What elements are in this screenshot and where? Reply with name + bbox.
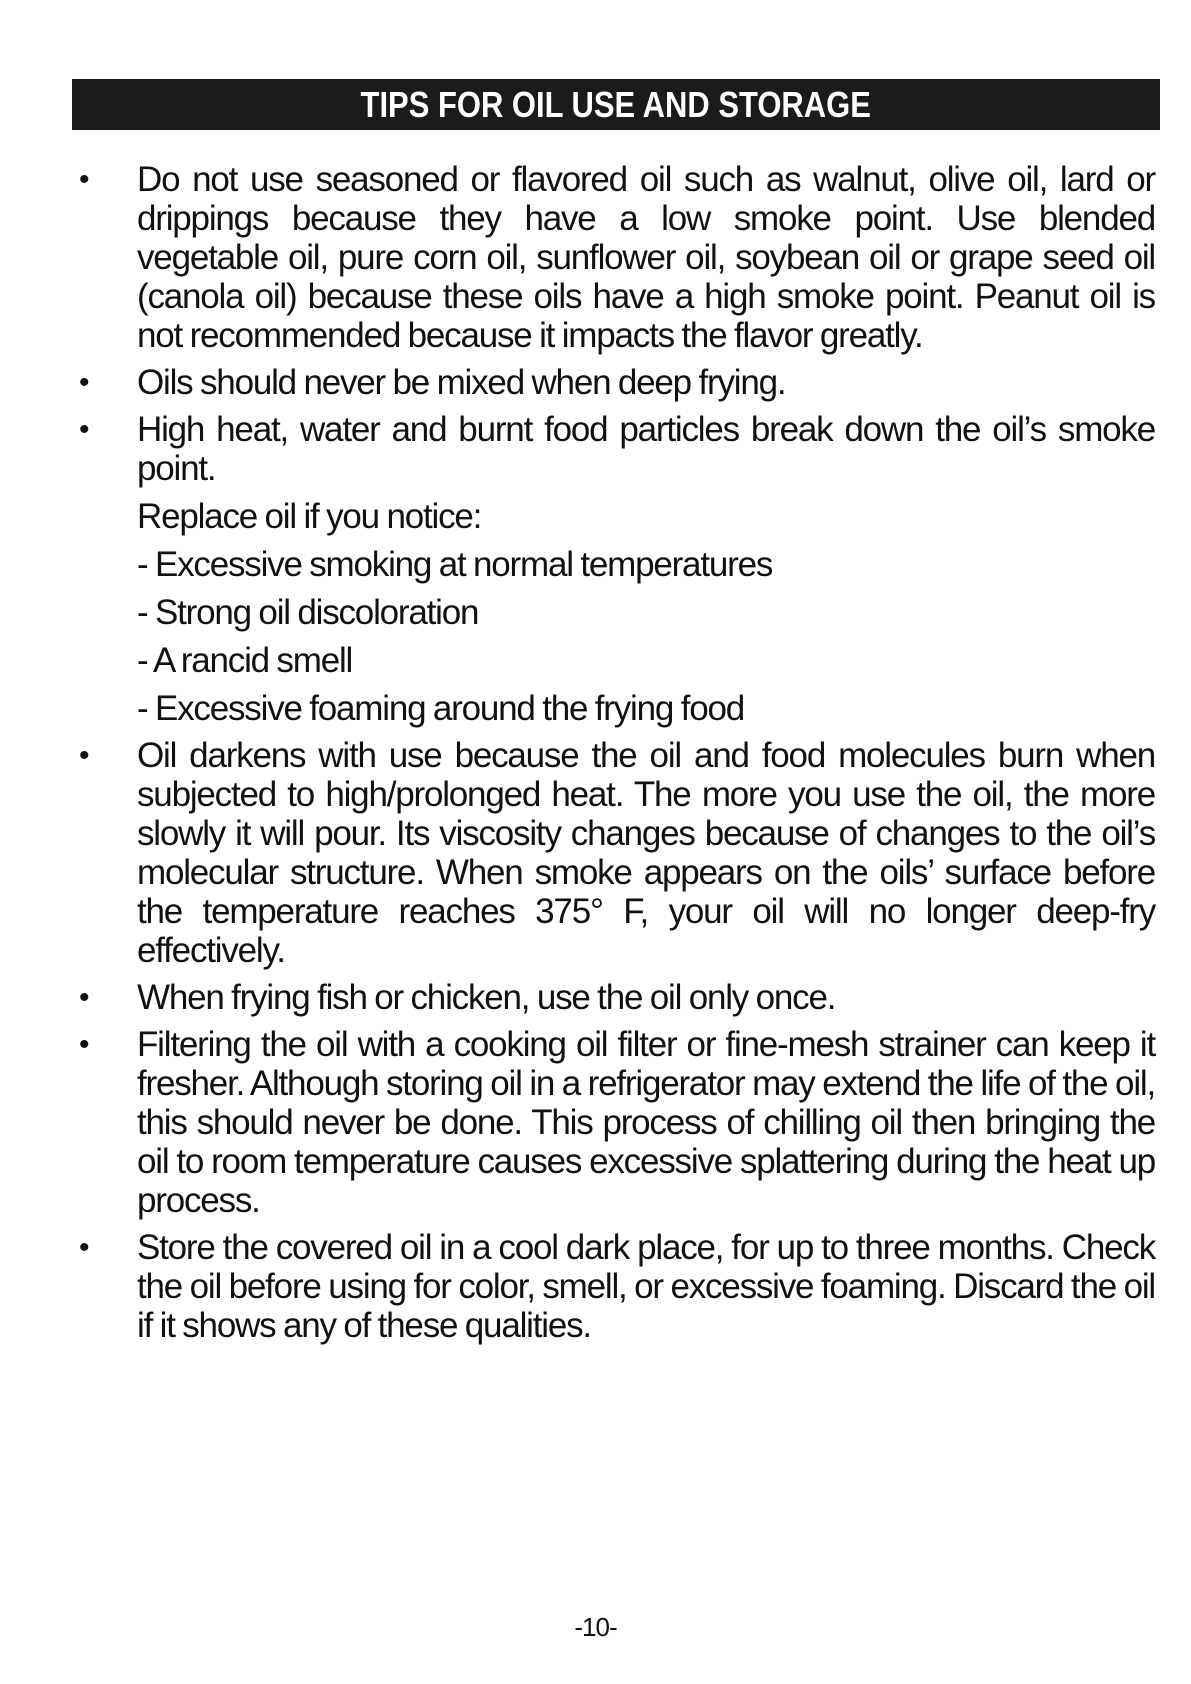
replace-oil-item: - Strong oil discoloration (137, 593, 479, 632)
list-item (79, 1228, 1155, 1345)
section-header-bar (72, 79, 1160, 130)
tip-text: Oils should never be mixed when deep frying. (137, 363, 786, 402)
tip-text: High heat, water and burnt food particles break down the oil’s smoke point. (137, 410, 1155, 488)
tips-list (0, 160, 1191, 1345)
list-item (79, 160, 1155, 355)
bullet-icon: • (79, 1231, 90, 1264)
bullet-icon: • (79, 739, 90, 772)
tip-text: Oil darkens with use because the oil and food molecules burn when subjected to high/prolonged heat. The more you use the oil, the more slowly it will pour. Its viscosity changes because of changes to the oil’s molecular structure. When smoke appears on the oils’ surface before the temperature reaches 375° F, your oil will no longer deep-fry effectively. (137, 736, 1155, 970)
list-item (79, 410, 1155, 488)
tip-text: Store the covered oil in a cool dark place, for up to three months. Check the oil before using for color, smell, or excessive foaming. Discard the oil if it shows any of these qualities. (137, 1228, 1155, 1345)
list-item (79, 736, 1155, 970)
bullet-icon: • (79, 163, 90, 196)
page-number: -10- (574, 1612, 617, 1642)
bullet-icon: • (79, 413, 90, 446)
tip-text: Filtering the oil with a cooking oil filter or fine-mesh strainer can keep it fresher. Although storing oil in a refrigerator may extend the life of the oil, this should never be done. This process of chilling oil then bringing the oil to room temperature causes excessive splattering during the heat up process. (137, 1025, 1155, 1220)
replace-oil-intro: Replace oil if you notice: (137, 497, 482, 536)
bullet-icon: • (79, 366, 90, 399)
replace-oil-item: - Excessive smoking at normal temperatures (137, 545, 773, 584)
list-item (79, 978, 1155, 1017)
tip-text: When frying fish or chicken, use the oil only once. (137, 978, 836, 1017)
replace-oil-item: - A rancid smell (137, 641, 353, 680)
tip-text: Do not use seasoned or flavored oil such as walnut, olive oil, lard or drippings because they have a low smoke point. Use blended vegetable oil, pure corn oil, sunflower oil, soybean oil or grape seed oil (canola oil) because these oils have a high smoke point. Peanut oil is not recommended because it impacts the flavor greatly. (137, 160, 1155, 355)
list-item (79, 1025, 1155, 1220)
section-title: TIPS FOR OIL USE AND STORAGE (360, 83, 872, 125)
replace-oil-item: - Excessive foaming around the frying food (137, 689, 745, 728)
list-item (79, 363, 1155, 402)
bullet-icon: • (79, 1028, 90, 1061)
bullet-icon: • (79, 981, 90, 1014)
